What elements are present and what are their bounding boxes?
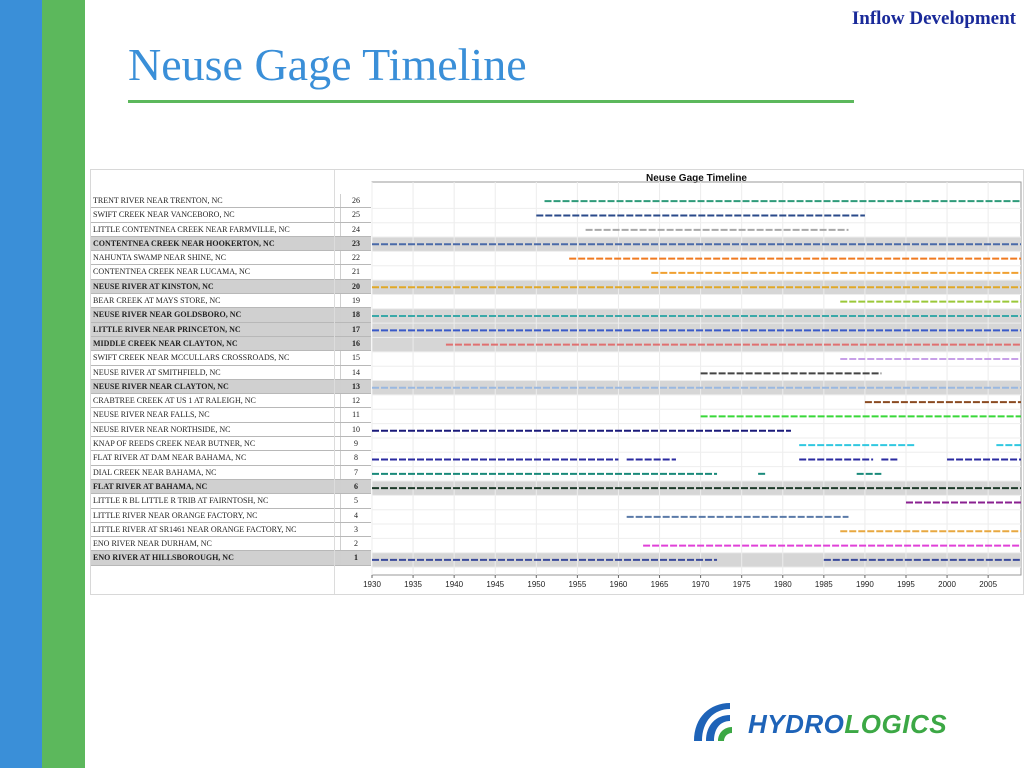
gage-number: 17 xyxy=(341,322,372,336)
logo-text-hydro: HYDRO xyxy=(748,709,845,739)
gage-number: 9 xyxy=(341,437,372,451)
x-tick-label: 1955 xyxy=(568,580,587,589)
gage-number: 25 xyxy=(341,208,372,222)
gage-name: NEUSE RIVER AT SMITHFIELD, NC xyxy=(91,365,337,379)
gage-number: 23 xyxy=(341,236,372,250)
x-tick-label: 1980 xyxy=(773,580,792,589)
gage-name: CONTENTNEA CREEK NEAR HOOKERTON, NC xyxy=(91,236,337,250)
title-underline xyxy=(128,100,854,103)
gage-name: NEUSE RIVER AT KINSTON, NC xyxy=(91,279,337,293)
gage-number: 21 xyxy=(341,265,372,279)
gage-number: 18 xyxy=(341,308,372,322)
gage-number: 22 xyxy=(341,251,372,265)
gage-name: LITTLE R BL LITTLE R TRIB AT FAIRNTOSH, NC xyxy=(91,494,337,508)
gage-number: 26 xyxy=(341,194,372,208)
page-title: Neuse Gage Timeline xyxy=(128,39,527,90)
gage-number: 3 xyxy=(341,522,372,536)
gage-name: NAHUNTA SWAMP NEAR SHINE, NC xyxy=(91,251,337,265)
gage-name: CONTENTNEA CREEK NEAR LUCAMA, NC xyxy=(91,265,337,279)
hydrologics-logo xyxy=(690,697,980,745)
gage-name: LITTLE CONTENTNEA CREEK NEAR FARMVILLE, NC xyxy=(91,222,337,236)
x-tick-label: 1930 xyxy=(363,580,381,589)
left-green-band xyxy=(42,0,85,768)
gage-name: ENO RIVER NEAR DURHAM, NC xyxy=(91,537,337,551)
gage-number: 12 xyxy=(341,394,372,408)
gage-number: 16 xyxy=(341,336,372,350)
gage-name: MIDDLE CREEK NEAR CLAYTON, NC xyxy=(91,336,337,350)
gage-name: CRABTREE CREEK AT US 1 AT RALEIGH, NC xyxy=(91,394,337,408)
x-tick-label: 1985 xyxy=(814,580,833,589)
x-tick-label: 2005 xyxy=(979,580,998,589)
timeline-plot xyxy=(91,170,1023,594)
x-tick-label: 1970 xyxy=(691,580,710,589)
gage-number: 13 xyxy=(341,379,372,393)
x-tick-label: 1945 xyxy=(486,580,505,589)
x-tick-label: 1965 xyxy=(650,580,669,589)
gage-number: 19 xyxy=(341,294,372,308)
gage-name: SWIFT CREEK NEAR MCCULLARS CROSSROADS, NC xyxy=(91,351,337,365)
gage-name: LITTLE RIVER NEAR ORANGE FACTORY, NC xyxy=(91,508,337,522)
gage-number: 20 xyxy=(341,279,372,293)
gage-number: 4 xyxy=(341,508,372,522)
gage-number: 15 xyxy=(341,351,372,365)
logo-text-logics: LOGICS xyxy=(844,709,948,739)
gage-name: DIAL CREEK NEAR BAHAMA, NC xyxy=(91,465,337,479)
gage-name: SWIFT CREEK NEAR VANCEBORO, NC xyxy=(91,208,337,222)
gage-number: 1 xyxy=(341,551,372,565)
gage-name: FLAT RIVER AT DAM NEAR BAHAMA, NC xyxy=(91,451,337,465)
gage-name: LITTLE RIVER NEAR PRINCETON, NC xyxy=(91,322,337,336)
gage-number: 14 xyxy=(341,365,372,379)
gage-number: 10 xyxy=(341,422,372,436)
gage-name: NEUSE RIVER NEAR GOLDSBORO, NC xyxy=(91,308,337,322)
gage-name: NEUSE RIVER NEAR FALLS, NC xyxy=(91,408,337,422)
x-tick-label: 1975 xyxy=(732,580,751,589)
header-tag: Inflow Development xyxy=(851,8,1016,29)
x-tick-label: 1995 xyxy=(897,580,915,589)
gage-number: 5 xyxy=(341,494,372,508)
timeline-chart xyxy=(90,169,1024,595)
gage-name: NEUSE RIVER NEAR NORTHSIDE, NC xyxy=(91,422,337,436)
gage-number: 24 xyxy=(341,222,372,236)
chart-title: Neuse Gage Timeline xyxy=(646,173,747,184)
x-tick-label: 1960 xyxy=(609,580,628,589)
gage-number: 2 xyxy=(341,537,372,551)
x-tick-label: 1950 xyxy=(527,580,546,589)
x-tick-label: 1935 xyxy=(404,580,422,589)
logo-text xyxy=(748,709,947,740)
x-tick-label: 1990 xyxy=(856,580,874,589)
logo-wave-icon xyxy=(690,697,746,745)
gage-name: LITTLE RIVER AT SR1461 NEAR ORANGE FACTORY, NC xyxy=(91,522,337,536)
gage-name: TRENT RIVER NEAR TRENTON, NC xyxy=(91,194,337,208)
gage-name: FLAT RIVER AT BAHAMA, NC xyxy=(91,479,337,493)
x-tick-label: 1940 xyxy=(445,580,464,589)
gage-number: 8 xyxy=(341,451,372,465)
gage-name: KNAP OF REEDS CREEK NEAR BUTNER, NC xyxy=(91,437,337,451)
x-tick-label: 2000 xyxy=(938,580,956,589)
gage-number: 7 xyxy=(341,465,372,479)
left-blue-band xyxy=(0,0,42,768)
gage-name: BEAR CREEK AT MAYS STORE, NC xyxy=(91,294,337,308)
gage-number: 6 xyxy=(341,479,372,493)
gage-name: ENO RIVER AT HILLSBOROUGH, NC xyxy=(91,551,337,565)
gage-number: 11 xyxy=(341,408,372,422)
gage-name: NEUSE RIVER NEAR CLAYTON, NC xyxy=(91,379,337,393)
